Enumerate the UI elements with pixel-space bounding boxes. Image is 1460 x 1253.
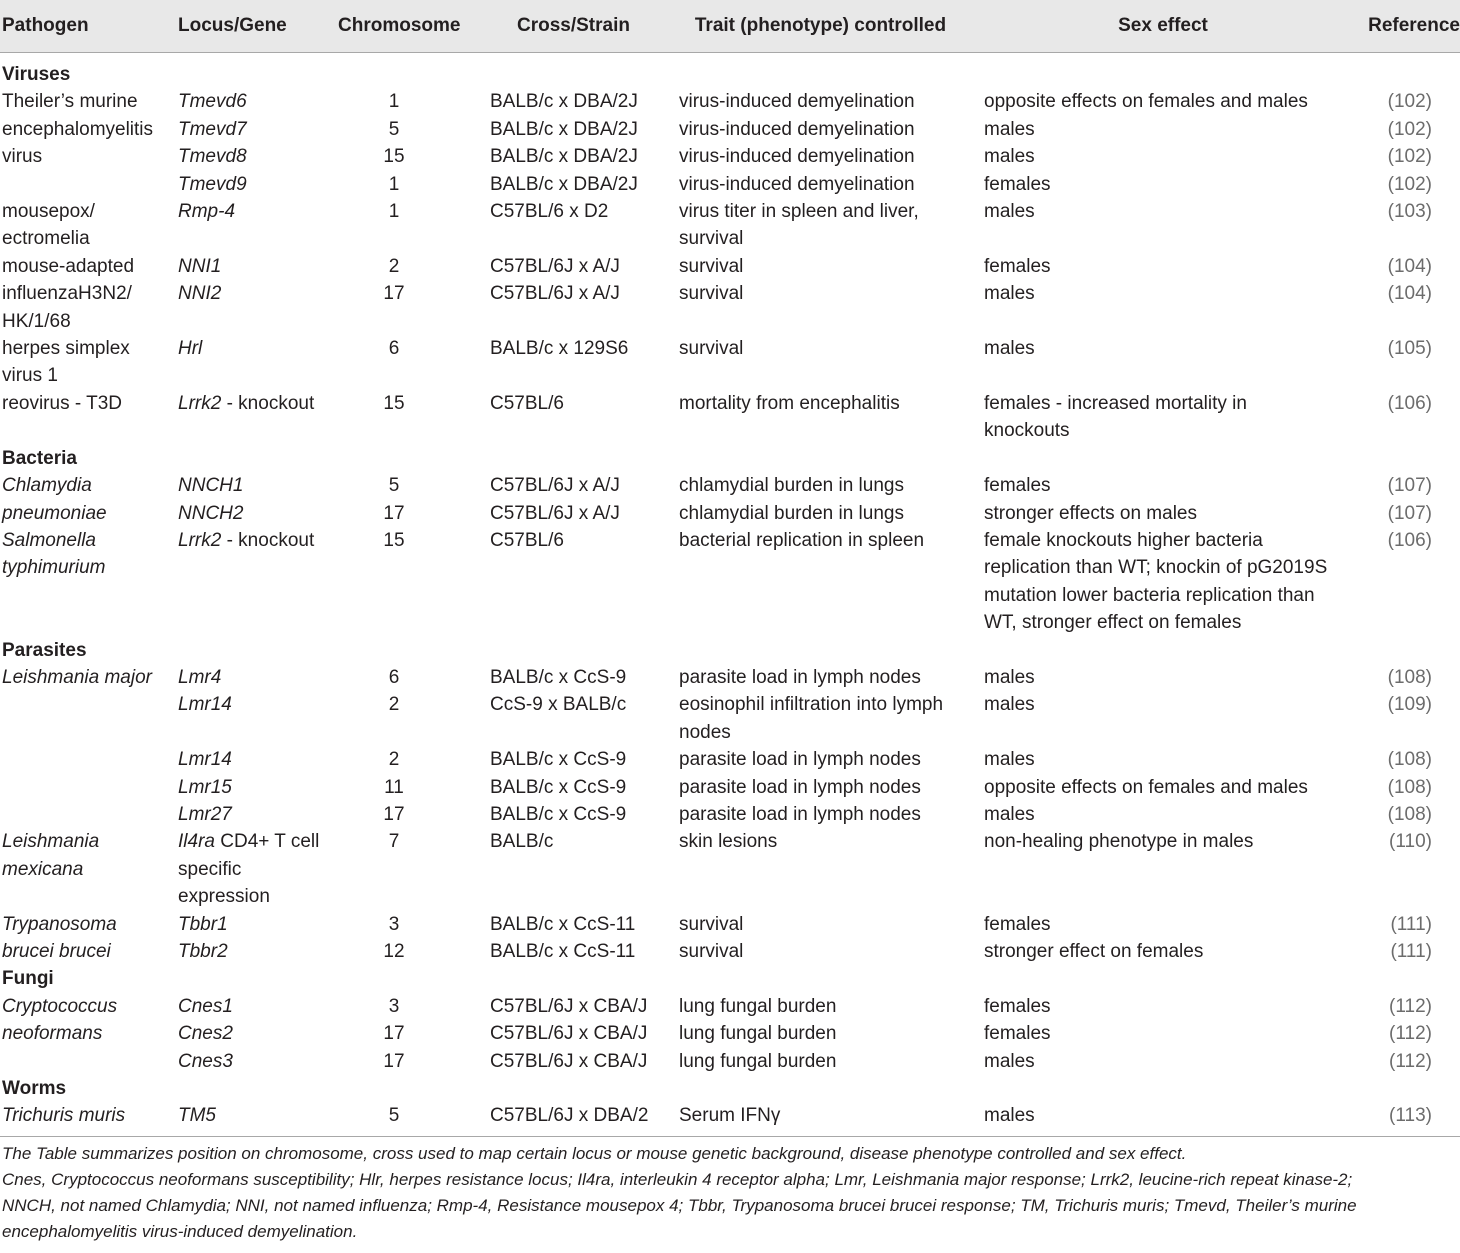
cross-cell: BALB/c x DBA/2J: [490, 173, 638, 195]
group-row-fungi: [0, 965, 1460, 992]
chromosome-cell: 3: [388, 995, 400, 1017]
cross-cell: C57BL/6J x A/J: [490, 283, 620, 305]
pathogen-cell: Chlamydia: [2, 475, 92, 497]
locus-cell: Tmevd6: [178, 91, 247, 113]
cross-cell: BALB/c x CcS-9: [490, 749, 627, 771]
cross-cell: C57BL/6J x CBA/J: [490, 1023, 648, 1045]
trait-cell: lung fungal burden: [679, 995, 837, 1017]
reference-cell: (104): [1387, 255, 1432, 277]
header-reference: Reference: [1362, 0, 1460, 53]
chromosome-cell: 6: [388, 338, 400, 360]
sex-effect-cell: stronger effects on males: [984, 502, 1197, 524]
trait-cell: survival: [679, 941, 744, 962]
sex-effect-cell: males: [984, 201, 1035, 223]
locus-cell: Tbbr1: [178, 913, 228, 935]
trait-line: virus titer in spleen and liver,: [679, 201, 919, 223]
sex-effect-cell: females: [984, 1023, 1051, 1045]
table-footnotes: [0, 1136, 1460, 1245]
pathogen-cell: reovirus - T3D: [2, 392, 123, 414]
header-chromosome: Chromosome: [336, 0, 488, 53]
cross-cell: C57BL/6J x CBA/J: [490, 1050, 648, 1072]
table-row: [0, 1020, 1460, 1047]
reference-cell: (108): [1387, 776, 1432, 798]
sex-effect-cell: males: [984, 803, 1035, 825]
locus-cell: Lmr4: [178, 666, 222, 688]
group-label: Bacteria: [2, 447, 77, 469]
cross-cell: BALB/c x CcS-11: [490, 913, 636, 935]
locus-cell: Tmevd8: [178, 146, 247, 168]
sex-effect-cell: males: [984, 749, 1035, 771]
table-row: [0, 500, 1460, 527]
table-row: [0, 472, 1460, 499]
pathogen-cell: encephalomyelitis: [2, 118, 154, 140]
reference-cell: (110): [1389, 831, 1432, 853]
cross-cell: BALB/c x CcS-11: [490, 941, 636, 962]
locus-cell: NNCH2: [178, 502, 244, 524]
sex-effect-cell: females: [984, 913, 1051, 935]
reference-cell: (102): [1387, 118, 1432, 140]
locus-gene-name: Lrrk2: [178, 529, 222, 551]
pathogen-cell: [0, 774, 176, 801]
trait-cell: bacterial replication in spleen: [679, 529, 925, 551]
table-row: [0, 664, 1460, 691]
pathogen-cell: Cryptococcus: [2, 995, 118, 1017]
pathogen-cell: [0, 171, 176, 198]
cross-cell: C57BL/6J x DBA/2: [490, 1105, 649, 1127]
pathogen-cell: [0, 828, 176, 910]
reference-cell: (111): [1390, 941, 1432, 962]
header-cross: Cross/Strain: [488, 0, 677, 53]
trait-cell: parasite load in lymph nodes: [679, 803, 921, 825]
group-row-bacteria: [0, 445, 1460, 472]
table-row: [0, 993, 1460, 1020]
cross-cell: C57BL/6 x D2: [490, 201, 609, 223]
sex-effect-cell: [982, 527, 1362, 637]
reference-cell: (107): [1387, 502, 1432, 524]
table-row: [0, 335, 1460, 390]
pathogen-cell: pneumoniae: [2, 502, 107, 524]
trait-cell: survival: [679, 283, 744, 305]
reference-cell: (108): [1387, 749, 1432, 771]
chromosome-cell: 5: [388, 118, 400, 140]
sex-effect-cell: males: [984, 666, 1035, 688]
trait-cell: survival: [679, 255, 744, 277]
pathogen-cell: Trichuris muris: [2, 1105, 126, 1127]
sex-effect-cell: males: [984, 1050, 1035, 1072]
chromosome-cell: 15: [383, 146, 405, 168]
table-row: [0, 911, 1460, 938]
locus-cell: Cnes3: [178, 1050, 233, 1072]
locus-cell: Rmp-4: [178, 201, 236, 223]
trait-cell: chlamydial burden in lungs: [679, 502, 904, 524]
reference-cell: (103): [1387, 201, 1432, 223]
sex-effect-line: female knockouts higher bacteria: [984, 529, 1263, 551]
cross-cell: BALB/c x CcS-9: [490, 666, 627, 688]
locus-cell: Lmr14: [178, 694, 232, 716]
sex-effect-cell: [982, 390, 1362, 445]
cross-cell: BALB/c x DBA/2J: [490, 91, 638, 113]
pathogen-cell: Theiler’s murine: [2, 91, 138, 113]
cross-cell: C57BL/6J x A/J: [490, 502, 620, 524]
sex-effect-cell: opposite effects on females and males: [984, 91, 1308, 113]
reference-cell: (102): [1387, 173, 1432, 195]
trait-cell: virus-induced demyelination: [679, 173, 915, 195]
sex-effect-cell: opposite effects on females and males: [984, 776, 1308, 798]
header-row: [0, 0, 1460, 53]
sex-effect-cell: females: [984, 255, 1051, 277]
pathogen-line: mexicana: [2, 858, 84, 880]
chromosome-cell: 3: [388, 913, 400, 935]
table-row: [0, 253, 1460, 280]
chromosome-cell: 11: [384, 776, 404, 798]
sex-effect-cell: females: [984, 995, 1051, 1017]
reference-cell: (107): [1387, 475, 1432, 497]
header-sex-effect: Sex effect: [982, 0, 1362, 53]
group-row-parasites: [0, 637, 1460, 664]
reference-cell: (111): [1390, 913, 1432, 935]
chromosome-cell: 1: [388, 91, 400, 113]
pathogen-cell: [0, 801, 176, 828]
cross-cell: BALB/c x DBA/2J: [490, 118, 638, 140]
chromosome-cell: 5: [388, 475, 400, 497]
table-row: [0, 801, 1460, 828]
cross-cell: CcS-9 x BALB/c: [490, 694, 627, 716]
sex-effect-cell: stronger effect on females: [984, 941, 1204, 962]
chromosome-cell: 17: [383, 1050, 405, 1072]
footnote-abbreviations-line: Cnes, Cryptococcus neoformans susceptibility; Hlr, herpes resistance locus; Il4ra, interleukin 4 receptor alpha; Lmr, Leishmania major response; Lrrk2, leucine-rich repeat kinase-2;: [2, 1169, 1353, 1189]
reference-cell: (112): [1389, 1023, 1432, 1045]
trait-cell: virus-induced demyelination: [679, 118, 915, 140]
chromosome-cell: 17: [383, 502, 405, 524]
trait-cell: parasite load in lymph nodes: [679, 666, 921, 688]
pathogen-cell: [0, 198, 176, 253]
locus-cell: [176, 390, 336, 445]
reference-cell: (113): [1389, 1105, 1432, 1127]
sex-effect-line: WT, stronger effect on females: [984, 612, 1242, 634]
sex-effect-cell: non-healing phenotype in males: [984, 831, 1254, 853]
pathogen-cell: [0, 1048, 176, 1075]
locus-cell: NNI2: [178, 283, 222, 305]
trait-cell: mortality from encephalitis: [679, 392, 900, 414]
cross-cell: BALB/c: [490, 831, 554, 853]
reference-cell: (106): [1387, 529, 1432, 551]
reference-cell: (112): [1389, 995, 1432, 1017]
chromosome-cell: 17: [383, 283, 405, 305]
header-locus: Locus/Gene: [176, 0, 336, 53]
reference-cell: (108): [1387, 803, 1432, 825]
cross-cell: BALB/c x 129S6: [490, 338, 629, 360]
table-row: [0, 116, 1460, 143]
locus-cell: [176, 828, 336, 910]
locus-cell: [176, 527, 336, 637]
trait-cell: Serum IFNγ: [679, 1105, 781, 1127]
chromosome-cell: 17: [383, 1023, 405, 1045]
pathogen-cell: neoformans: [2, 1023, 103, 1045]
trait-cell: chlamydial burden in lungs: [679, 475, 904, 497]
sex-effect-cell: females: [984, 475, 1051, 497]
reference-cell: (105): [1387, 338, 1432, 360]
sex-effect-cell: males: [984, 1105, 1035, 1127]
table-row: [0, 1048, 1460, 1075]
locus-suffix: CD4+ T cell: [220, 831, 320, 853]
locus-suffix: - knockout: [226, 529, 315, 551]
pathogen-cell: [0, 746, 176, 773]
locus-cell: Tmevd9: [178, 173, 247, 195]
table-row: [0, 691, 1460, 746]
pathogen-line: mousepox/: [2, 201, 95, 223]
pathogen-line: Salmonella: [2, 529, 96, 551]
reference-cell: (112): [1389, 1050, 1432, 1072]
table-row: [0, 1102, 1460, 1135]
header-pathogen: Pathogen: [0, 0, 176, 53]
chromosome-cell: 1: [388, 173, 400, 195]
table-row: [0, 88, 1460, 115]
sex-effect-cell: females: [984, 173, 1051, 195]
pathogen-cell: Leishmania major: [2, 666, 152, 688]
trait-line: nodes: [679, 721, 731, 743]
chromosome-cell: 15: [383, 392, 405, 414]
pathogen-line: typhimurium: [2, 557, 106, 579]
trait-cell: lung fungal burden: [679, 1050, 837, 1072]
pathogen-cell: brucei brucei: [2, 941, 111, 962]
sex-effect-cell: males: [984, 118, 1035, 140]
locus-suffix: - knockout: [226, 392, 315, 414]
table-row: [0, 774, 1460, 801]
cross-cell: C57BL/6: [490, 392, 564, 414]
locus-cell: Lmr27: [178, 803, 232, 825]
cross-cell: BALB/c x CcS-9: [490, 776, 627, 798]
chromosome-cell: 2: [388, 694, 400, 716]
trait-line: eosinophil infiltration into lymph: [679, 694, 944, 716]
table-row: [0, 390, 1460, 445]
locus-cell: Lmr14: [178, 749, 232, 771]
table-row: [0, 746, 1460, 773]
locus-cell: NNI1: [178, 255, 222, 277]
sex-effect-cell: males: [984, 283, 1035, 305]
group-label: Worms: [2, 1078, 67, 1100]
footnote-summary: The Table summarizes position on chromosome, cross used to map certain locus or mouse genetic background, disease phenotype controlled and sex effect.: [2, 1143, 1187, 1163]
pathogen-cell: [0, 280, 176, 335]
locus-cell: Tmevd7: [178, 118, 247, 140]
chromosome-cell: 7: [388, 831, 400, 853]
trait-line: survival: [679, 228, 744, 250]
locus-gene-name: Lrrk2: [178, 392, 222, 414]
table-row: [0, 143, 1460, 170]
locus-gene-name: Il4ra: [178, 831, 215, 853]
locus-cell: Hrl: [178, 338, 203, 360]
pathogen-cell: [0, 527, 176, 637]
trait-cell: virus-induced demyelination: [679, 91, 915, 113]
sex-effect-cell: males: [984, 338, 1035, 360]
chromosome-cell: 15: [383, 529, 405, 551]
chromosome-cell: 1: [388, 201, 400, 223]
cross-cell: BALB/c x CcS-9: [490, 803, 627, 825]
sex-effect-cell: males: [984, 146, 1035, 168]
pathogen-line: ectromelia: [2, 228, 90, 250]
reference-cell: (102): [1387, 146, 1432, 168]
table-row: [0, 938, 1460, 965]
sex-effect-line: replication than WT; knockin of pG2019S: [984, 557, 1328, 579]
pathogen-cell: [0, 335, 176, 390]
sex-effect-line: knockouts: [984, 420, 1070, 442]
locus-cell: Cnes1: [178, 995, 233, 1017]
cross-cell: BALB/c x DBA/2J: [490, 146, 638, 168]
group-label: Viruses: [2, 64, 71, 85]
pathogen-cell: mouse-adapted: [2, 255, 135, 277]
locus-cell: Cnes2: [178, 1023, 233, 1045]
locus-cell: TM5: [178, 1105, 216, 1127]
reference-cell: (109): [1387, 694, 1432, 716]
reference-cell: (104): [1387, 283, 1432, 305]
cross-cell: C57BL/6J x A/J: [490, 255, 620, 277]
locus-line: [178, 828, 336, 855]
locus-cell: Lmr15: [178, 776, 232, 798]
chromosome-cell: 12: [383, 941, 405, 962]
pathogen-cell: [0, 691, 176, 746]
pathogen-line: influenzaH3N2/: [2, 283, 132, 305]
locus-line: expression: [178, 886, 270, 908]
group-label: Parasites: [2, 639, 87, 661]
reference-cell: (102): [1387, 91, 1432, 113]
pathogen-cell: Trypanosoma: [2, 913, 117, 935]
reference-cell: (106): [1387, 392, 1432, 414]
trait-cell: virus-induced demyelination: [679, 146, 915, 168]
trait-cell: [677, 691, 982, 746]
trait-cell: parasite load in lymph nodes: [679, 776, 921, 798]
sex-effect-cell: males: [984, 694, 1035, 716]
pathogen-line: virus 1: [2, 365, 58, 387]
reference-cell: (108): [1387, 666, 1432, 688]
chromosome-cell: 2: [388, 749, 400, 771]
cross-cell: C57BL/6J x A/J: [490, 475, 620, 497]
chromosome-cell: 6: [388, 666, 400, 688]
table-row: [0, 280, 1460, 335]
trait-cell: lung fungal burden: [679, 1023, 837, 1045]
table-row: [0, 527, 1460, 637]
trait-cell: parasite load in lymph nodes: [679, 749, 921, 771]
trait-cell: [677, 198, 982, 253]
cross-cell: C57BL/6: [490, 529, 564, 551]
pathogen-cell: virus: [2, 146, 43, 168]
pathogen-line: herpes simplex: [2, 338, 130, 360]
group-label: Fungi: [2, 968, 54, 990]
trait-cell: skin lesions: [679, 831, 778, 853]
sex-effect-line: females - increased mortality in: [984, 392, 1247, 414]
table-row: [0, 198, 1460, 253]
footnote-abbreviations-line: encephalomyelitis virus-induced demyelination.: [2, 1221, 358, 1241]
chromosome-cell: 2: [388, 255, 400, 277]
group-row-viruses: [0, 53, 1460, 89]
sex-effect-line: mutation lower bacteria replication than: [984, 584, 1315, 606]
trait-cell: survival: [679, 338, 744, 360]
pathogen-line: Leishmania: [2, 831, 100, 853]
group-row-worms: [0, 1075, 1460, 1102]
table-row: [0, 828, 1460, 910]
trait-cell: survival: [679, 913, 744, 935]
table-row: [0, 171, 1460, 198]
chromosome-cell: 5: [388, 1105, 400, 1127]
locus-line: specific: [178, 858, 242, 880]
locus-cell: NNCH1: [178, 475, 244, 497]
footnote-abbreviations-line: NNCH, not named Chlamydia; NNI, not named influenza; Rmp-4, Resistance mousepox 4; Tbbr, Trypanosoma brucei brucei response; TM, Trichuris muris; Tmevd, Theiler’s murine: [2, 1195, 1357, 1215]
locus-cell: Tbbr2: [178, 941, 228, 962]
header-trait: Trait (phenotype) controlled: [677, 0, 982, 53]
pathogen-line: HK/1/68: [2, 310, 71, 332]
cross-cell: C57BL/6J x CBA/J: [490, 995, 648, 1017]
chromosome-cell: 17: [383, 803, 405, 825]
